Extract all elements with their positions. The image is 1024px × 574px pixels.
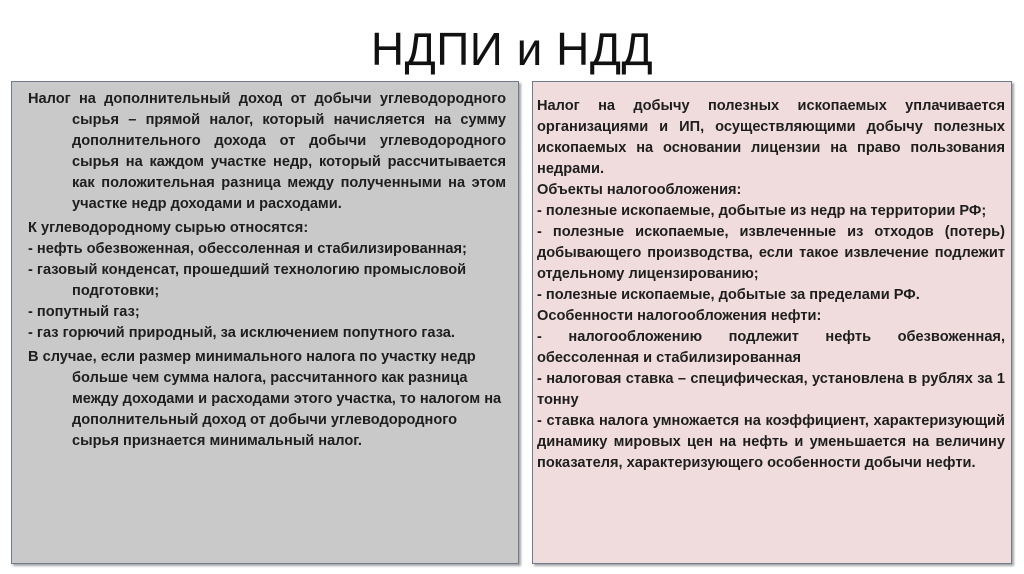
hydrocarbon-item-oil: - нефть обезвоженная, обессоленная и стабилизированная; (28, 241, 467, 257)
ndd-text-box (11, 81, 519, 564)
hydrocarbon-item-natural-gas: - газ горючий природный, за исключением попутного газа. (28, 325, 455, 341)
ndpi-text-box (532, 81, 1012, 564)
taxable-objects-heading: Объекты налогообложения: (537, 182, 742, 198)
ndd-definition-paragraph: Налог на дополнительный доход от добычи углеводородного сырья – прямой налог, который начисляется на сумму дополнительного дохода от добычи углеводородного сырья на каждом участке недр, который рассчитывается как положительная разница между полученными на этом участке недр доходами и расходами. (28, 91, 506, 212)
hydrocarbon-item-associated-gas: - попутный газ; (28, 304, 140, 320)
oil-taxation-item-rate: - налоговая ставка – специфическая, установлена в рублях за 1 тонну (537, 371, 1005, 408)
minimum-tax-paragraph: В случае, если размер минимального налога по участку недр больше чем сумма налога, рассчитанного как разница между доходами и расходами этого участка, то налогом на дополнительный доход от добычи углеводородного сырья признается минимальный налог. (28, 349, 502, 449)
hydrocarbon-heading: К углеводородному сырью относятся: (28, 220, 309, 236)
oil-taxation-heading: Особенности налогообложения нефти: (537, 308, 822, 324)
slide-title: НДПИ и НДД (370, 23, 654, 75)
taxable-object-item-abroad: - полезные ископаемые, добытые за пределами РФ. (537, 287, 920, 303)
taxable-object-item-domestic: - полезные ископаемые, добытые из недр на территории РФ; (537, 203, 987, 219)
oil-taxation-item-subject: - налогообложению подлежит нефть обезвоженная, обессоленная и стабилизированная (537, 329, 1005, 366)
ndpi-definition-paragraph: Налог на добычу полезных ископаемых уплачивается организациями и ИП, осуществляющими добычу полезных ископаемых на основании лицензии на право пользования недрами. (537, 98, 1005, 177)
hydrocarbon-item-condensate: - газовый конденсат, прошедший технологию промысловой подготовки; (28, 262, 467, 299)
taxable-object-item-waste: - полезные ископаемые, извлеченные из отходов (потерь) добывающего производства, если такое извлечение подлежит отдельному лицензированию; (537, 224, 1005, 282)
oil-taxation-item-coefficient: - ставка налога умножается на коэффициент, характеризующий динамику мировых цен на нефть и уменьшается на величину показателя, характеризующего особенности добычи нефти. (537, 413, 1005, 471)
